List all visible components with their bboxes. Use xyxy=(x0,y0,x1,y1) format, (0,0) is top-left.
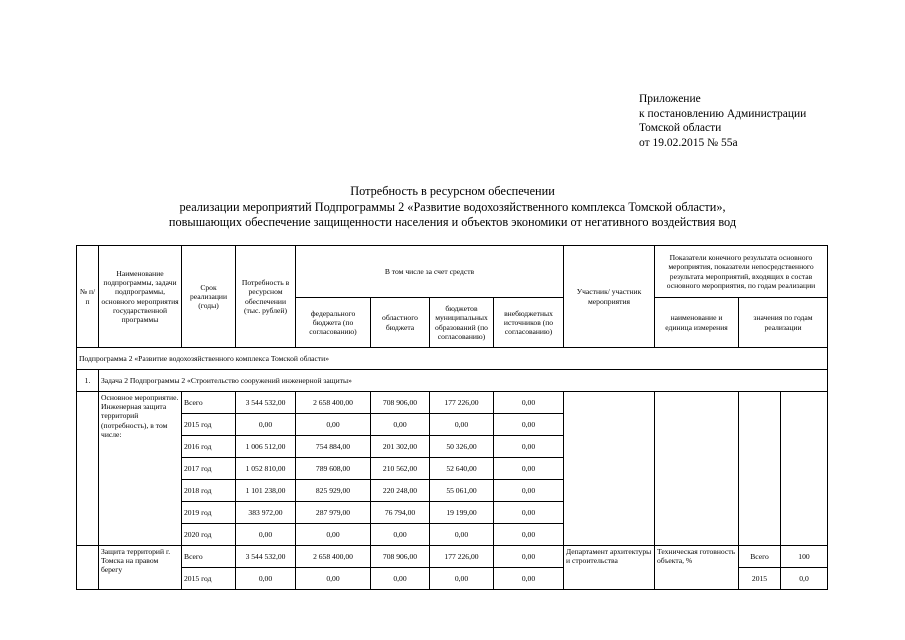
cell-term: 2019 год xyxy=(182,502,236,524)
cell-need: 3 544 532,00 xyxy=(236,392,296,414)
cell-regional: 76 794,00 xyxy=(371,502,430,524)
cell-federal: 754 884,00 xyxy=(296,436,371,458)
indicator-value: 0,0 xyxy=(781,568,828,590)
indicator-label: Всего xyxy=(739,546,781,568)
cell-regional: 201 302,00 xyxy=(371,436,430,458)
cell-extra: 0,00 xyxy=(494,568,564,590)
cell-extra: 0,00 xyxy=(494,502,564,524)
cell-municipal: 55 061,00 xyxy=(430,480,494,502)
table-row xyxy=(77,392,828,414)
cell-need: 1 006 512,00 xyxy=(236,436,296,458)
cell-federal: 287 979,00 xyxy=(296,502,371,524)
cell-term: 2016 год xyxy=(182,436,236,458)
cell-need: 0,00 xyxy=(236,414,296,436)
header-ind-value: значения по годам реализации xyxy=(739,298,828,348)
subprogram-row: Подпрограмма 2 «Развитие водохозяйственного комплекса Томской области» xyxy=(77,348,828,370)
cell-municipal: 177 226,00 xyxy=(430,392,494,414)
cell-municipal: 50 326,00 xyxy=(430,436,494,458)
cell-need: 3 544 532,00 xyxy=(236,546,296,568)
cell-extra: 0,00 xyxy=(494,436,564,458)
indicator-name-cell: Техническая готовность объекта, % xyxy=(655,546,739,590)
appendix-line: Приложение xyxy=(639,93,701,105)
cell-term: Всего xyxy=(182,392,236,414)
cell-regional: 0,00 xyxy=(371,568,430,590)
cell-regional: 0,00 xyxy=(371,414,430,436)
cell-extra: 0,00 xyxy=(494,458,564,480)
participant-cell: Департамент архитектуры и строительства xyxy=(564,546,655,590)
appendix-block xyxy=(639,92,806,150)
task-number: 1. xyxy=(77,370,99,392)
cell-term: 2018 год xyxy=(182,480,236,502)
cell-regional: 210 562,00 xyxy=(371,458,430,480)
cell-municipal: 0,00 xyxy=(430,568,494,590)
cell-extra: 0,00 xyxy=(494,480,564,502)
indicator-label: 2015 xyxy=(739,568,781,590)
cell-federal: 0,00 xyxy=(296,414,371,436)
header-participant: Участник/ участник мероприятия xyxy=(564,246,655,348)
cell-municipal: 52 640,00 xyxy=(430,458,494,480)
cell-extra: 0,00 xyxy=(494,524,564,546)
cell-need: 1 052 810,00 xyxy=(236,458,296,480)
header-num: № п/п xyxy=(77,246,99,348)
cell-federal: 0,00 xyxy=(296,568,371,590)
table-row xyxy=(77,546,828,568)
document-title xyxy=(0,184,905,231)
title-line: реализации мероприятий Подпрограммы 2 «Развитие водохозяйственного комплекса Томской области», xyxy=(179,199,726,214)
title-line: повышающих обеспечение защищенности населения и объектов экономики от негативного воздействия вод xyxy=(168,215,737,230)
cell-term: 2020 год xyxy=(182,524,236,546)
cell-term: 2015 год xyxy=(182,414,236,436)
cell-regional: 708 906,00 xyxy=(371,392,430,414)
cell-municipal: 0,00 xyxy=(430,524,494,546)
cell-federal: 789 608,00 xyxy=(296,458,371,480)
main-event-name: Основное мероприятие. Инженерная защита территорий (потребность), в том числе: xyxy=(99,392,182,546)
header-extra: внебюджетных источников (по согласованию) xyxy=(494,298,564,348)
cell-extra: 0,00 xyxy=(494,546,564,568)
cell-federal: 0,00 xyxy=(296,524,371,546)
tomsk-event-name: Защита территорий г. Томска на правом берегу xyxy=(99,546,182,590)
cell-municipal: 19 199,00 xyxy=(430,502,494,524)
cell-term: 2015 год xyxy=(182,568,236,590)
appendix-line: к постановлению Администрации xyxy=(639,107,807,120)
header-term: Срок реализации (годы) xyxy=(182,246,236,348)
header-federal: федерального бюджета (по согласованию) xyxy=(296,298,371,348)
header-incl: В том числе за счет средств xyxy=(296,246,564,298)
header-regional: областного бюджета xyxy=(371,298,430,348)
header-indicators: Показатели конечного результата основного мероприятия, показатели непосредственного результата мероприятий, входящих в состав основного мероприятия, по годам реализации xyxy=(655,246,828,298)
cell-term: Всего xyxy=(182,546,236,568)
appendix-line: Томской области xyxy=(639,122,722,135)
cell-regional: 708 906,00 xyxy=(371,546,430,568)
cell-extra: 0,00 xyxy=(494,414,564,436)
cell-need: 1 101 238,00 xyxy=(236,480,296,502)
cell-federal: 2 658 400,00 xyxy=(296,546,371,568)
indicator-value: 100 xyxy=(781,546,828,568)
task-row: Задача 2 Подпрограммы 2 «Строительство сооружений инженерной защиты» xyxy=(99,370,828,392)
cell-municipal: 0,00 xyxy=(430,414,494,436)
header-name: Наименование подпрограммы, задачи подпрограммы, основного мероприятия государственной программы xyxy=(99,246,182,348)
title-line: Потребность в ресурсном обеспечении xyxy=(350,184,555,198)
cell-federal: 825 929,00 xyxy=(296,480,371,502)
cell-regional: 0,00 xyxy=(371,524,430,546)
cell-federal: 2 658 400,00 xyxy=(296,392,371,414)
cell-municipal: 177 226,00 xyxy=(430,546,494,568)
appendix-line: от 19.02.2015 № 55а xyxy=(639,136,738,149)
cell-regional: 220 248,00 xyxy=(371,480,430,502)
header-municipal: бюджетов муниципальных образований (по согласованию) xyxy=(430,298,494,348)
cell-need: 0,00 xyxy=(236,568,296,590)
header-need: Потребность в ресурсном обеспечении (тыс. рублей) xyxy=(236,246,296,348)
header-ind-name: наименование и единица измерения xyxy=(655,298,739,348)
cell-need: 0,00 xyxy=(236,524,296,546)
resource-table xyxy=(76,245,828,590)
cell-need: 383 972,00 xyxy=(236,502,296,524)
cell-term: 2017 год xyxy=(182,458,236,480)
cell-extra: 0,00 xyxy=(494,392,564,414)
